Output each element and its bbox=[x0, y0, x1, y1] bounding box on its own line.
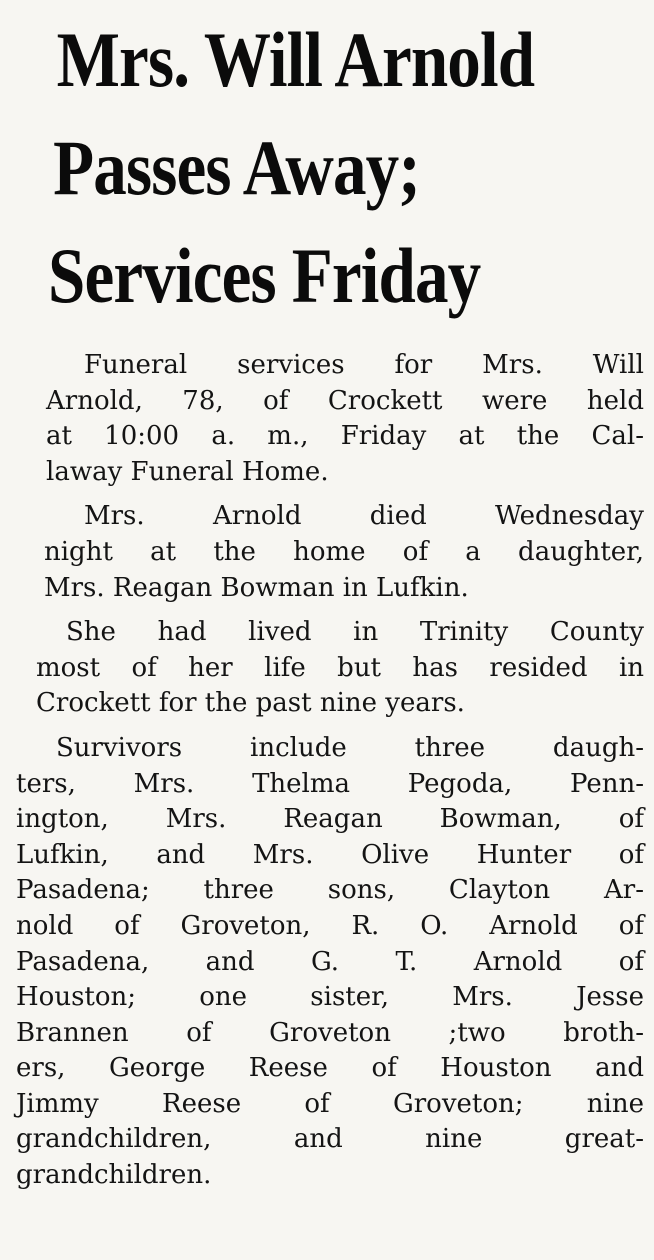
text-line: Mrs. Arnold died Wednesday bbox=[84, 501, 644, 532]
headline-line-1: Mrs. Will Arnold bbox=[56, 16, 535, 103]
text-line: Arnold, 78, of Crockett were held bbox=[46, 385, 644, 416]
headline bbox=[48, 6, 564, 330]
text-line: Jimmy Reese of Groveton; nine bbox=[16, 1088, 644, 1119]
text-line: Survivors include three daugh- bbox=[56, 732, 644, 763]
text-line: nold of Groveton, R. O. Arnold of bbox=[16, 910, 644, 941]
text-line: ers, George Reese of Houston and bbox=[16, 1053, 644, 1084]
text-line: ters, Mrs. Thelma Pegoda, Penn- bbox=[16, 768, 644, 799]
headline-line-3: Services Friday bbox=[48, 232, 481, 319]
headline-line-2: Passes Away; bbox=[53, 124, 420, 211]
text-line: night at the home of a daughter, bbox=[44, 536, 644, 567]
paragraph-funeral-services bbox=[16, 348, 644, 490]
article-body bbox=[16, 348, 644, 1203]
text-line: Houston; one sister, Mrs. Jesse bbox=[16, 982, 644, 1013]
text-line: grandchildren. bbox=[16, 1160, 212, 1191]
text-line: laway Funeral Home. bbox=[46, 456, 329, 487]
text-line: Pasadena, and G. T. Arnold of bbox=[16, 946, 644, 977]
text-line: Pasadena; three sons, Clayton Ar- bbox=[16, 875, 644, 906]
text-line: Lufkin, and Mrs. Olive Hunter of bbox=[16, 839, 644, 870]
text-line: most of her life but has resided in bbox=[36, 652, 644, 683]
text-line: Mrs. Reagan Bowman in Lufkin. bbox=[44, 572, 469, 603]
text-line: at 10:00 a. m., Friday at the Cal- bbox=[46, 421, 644, 452]
text-line: ington, Mrs. Reagan Bowman, of bbox=[16, 804, 644, 835]
text-line: Brannen of Groveton ;two broth- bbox=[16, 1017, 644, 1048]
text-line: grandchildren, and nine great- bbox=[16, 1124, 644, 1155]
text-line: Funeral services for Mrs. Will bbox=[84, 350, 644, 380]
text-line: She had lived in Trinity County bbox=[66, 617, 644, 648]
text-line: Crockett for the past nine years. bbox=[36, 688, 465, 719]
paragraph-residence bbox=[16, 615, 644, 722]
paragraph-death bbox=[16, 499, 644, 606]
paragraph-survivors bbox=[16, 731, 644, 1194]
